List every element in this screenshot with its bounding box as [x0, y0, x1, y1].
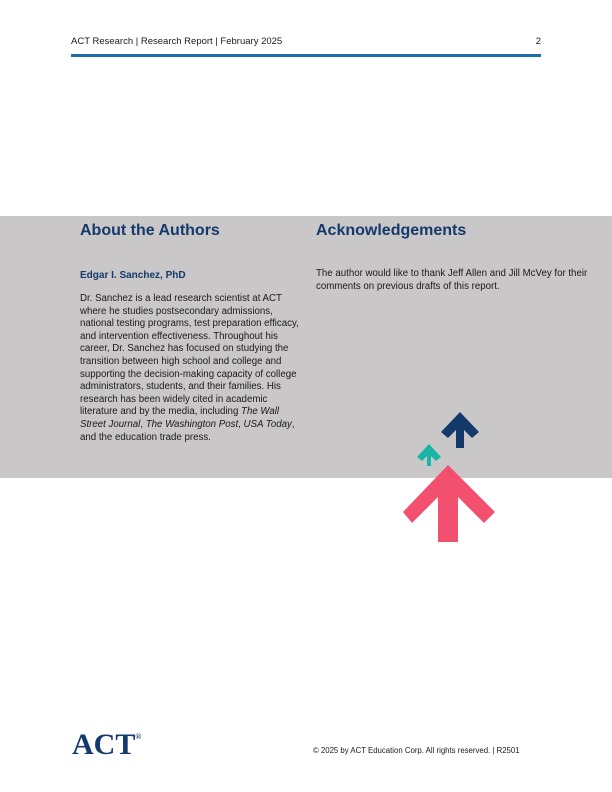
publication-wsj: The Wall Street Journal: [80, 406, 280, 430]
acknowledgements-text: The author would like to thank Jeff Allen and Jill McVey for their comments on previous drafts of this report.: [316, 268, 588, 292]
header-title: ACT Research | Research Report | February 2025: [71, 36, 283, 47]
registered-mark: ®: [135, 732, 142, 741]
acknowledgements-section: [316, 222, 612, 293]
bio-separator: ,: [140, 418, 146, 430]
logo-text: ACT: [72, 728, 136, 761]
copyright-notice: © 2025 by ACT Education Corp. All rights reserved. | R2501: [313, 746, 520, 755]
act-logo: [72, 728, 141, 762]
pink-arrow-icon: [403, 465, 495, 542]
running-header: [71, 36, 541, 47]
bio-separator: ,: [238, 418, 244, 430]
about-authors-heading: About the Authors: [80, 222, 220, 239]
author-name: Edgar I. Sanchez, PhD: [80, 270, 186, 281]
bio-text: Dr. Sanchez is a lead research scientist at ACT where he studies postsecondary admissions, national testing programs, test preparation efficacy, and intervention effectiveness. Throughout his career, Dr. Sanchez has focused on studying the transition between high school and college and supporting the decision-making capacity of college administrators, students, and their families. His research has been widely cited in academic literature and by the media, including: [80, 293, 299, 418]
about-authors-section: [80, 222, 302, 444]
page-number: 2: [535, 36, 541, 47]
acknowledgements-heading: Acknowledgements: [316, 222, 467, 239]
publication-usa-today: USA Today: [243, 418, 292, 430]
teal-arrow-icon: [417, 444, 441, 466]
arrows-graphic: [400, 410, 500, 550]
bio-text-end: , and the education trade press.: [80, 418, 295, 443]
navy-arrow-icon: [441, 412, 479, 448]
author-bio: [80, 293, 302, 444]
publication-wapo: The Washington Post: [145, 418, 239, 430]
header-rule: [71, 54, 541, 57]
